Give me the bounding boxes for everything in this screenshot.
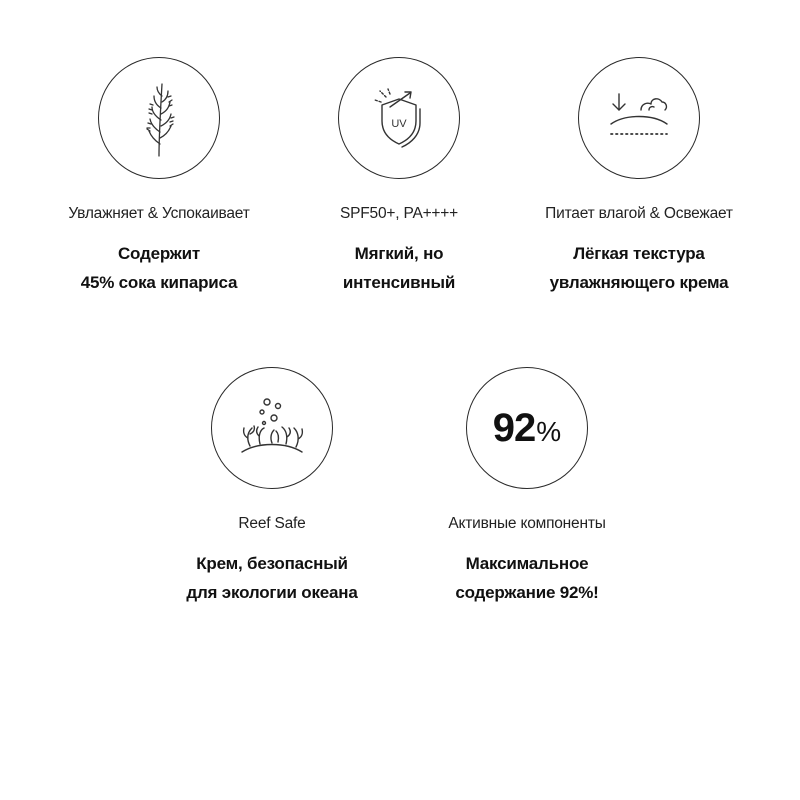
feature-description: Максимальное содержание 92%! [455,554,599,602]
svg-text:UV: UV [391,118,407,130]
cypress-branch-icon [98,57,220,179]
percent-badge-icon [466,367,588,489]
percent-number: 92 [492,405,536,450]
feature-label: SPF50+, PA++++ [340,205,458,222]
feature-description: Содержит 45% сока кипариса [80,244,238,292]
feature-label: Увлажняет & Успокаивает [68,205,250,222]
feature-spf [269,57,529,297]
percent-symbol: % [536,415,562,447]
reef-coral-icon [211,367,333,489]
feature-description: Мягкий, но интенсивный [342,244,456,292]
feature-texture [509,57,769,297]
feature-label: Reef Safe [238,515,306,532]
feature-reef-safe [142,367,402,607]
feature-label: Активные компоненты [448,515,606,532]
feature-cypress [29,57,289,297]
feature-description: Лёгкая текстура увлажняющего крема [549,244,729,292]
feature-description: Крем, безопасный для экологии океана [186,554,358,602]
feature-label: Питает влагой & Освежает [545,205,733,222]
uv-shield-icon [338,57,460,179]
feature-active-ingredients [397,367,657,607]
cream-texture-icon [578,57,700,179]
percent-badge [493,406,561,451]
